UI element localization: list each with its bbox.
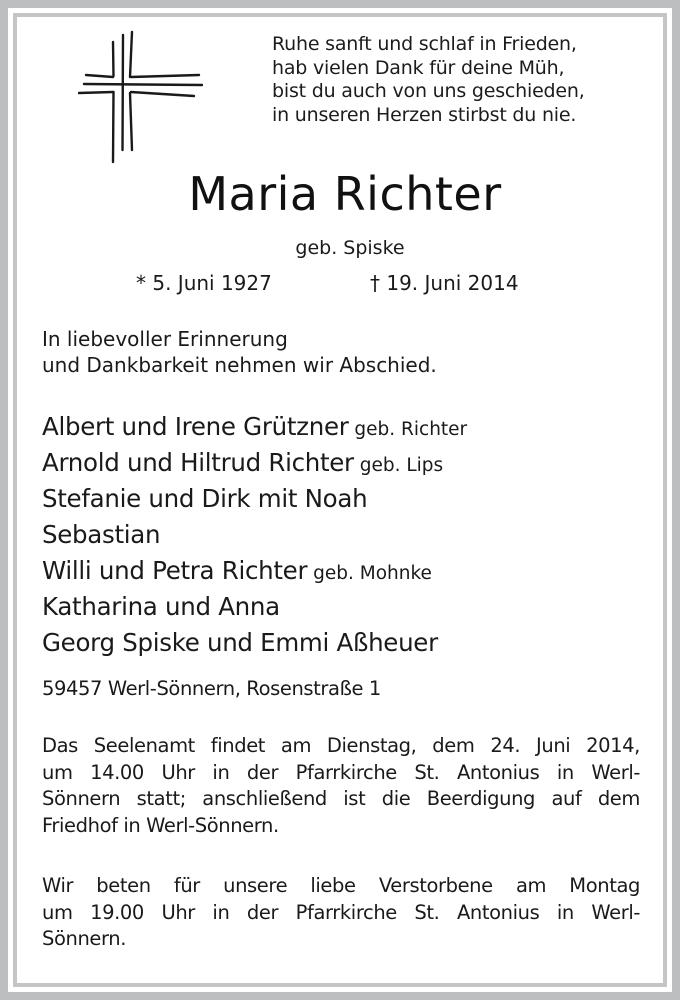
family-member-birth-name: geb. Mohnke (307, 563, 432, 584)
poem (272, 33, 585, 127)
family-member (42, 482, 467, 518)
cross-icon (78, 30, 203, 166)
family-member (42, 446, 467, 482)
family-member-birth-name: geb. Richter (348, 419, 468, 440)
birth-date: * 5. Juni 1927 (136, 271, 272, 295)
poem-line: Ruhe sanft und schlaf in Frieden, (272, 33, 577, 55)
family-member (42, 410, 467, 446)
address: 59457 Werl-Sönnern, Rosenstraße 1 (42, 677, 381, 700)
family-member-name: Sebastian (42, 520, 161, 549)
poem-line: bist du auch von uns geschieden, (272, 80, 585, 102)
prayer-line: Sönnern. (42, 927, 127, 950)
intro-text (42, 326, 437, 378)
family-member-name: Arnold und Hiltrud Richter (42, 448, 354, 477)
prayer-line: um 19.00 Uhr in der Pfarrkirche St. Antonius in Werl- (42, 900, 640, 924)
service-line: Sönnern statt; anschließend ist die Beerdigung auf dem (42, 787, 640, 810)
family-list (42, 410, 467, 662)
family-member-name: Katharina und Anna (42, 592, 280, 621)
prayer-announcement (42, 873, 640, 953)
family-member (42, 590, 467, 626)
family-member-name: Stefanie und Dirk mit Noah (42, 484, 368, 513)
family-member (42, 626, 467, 662)
birth-name: geb. Spiske (295, 237, 405, 259)
family-member-birth-name: geb. Lips (353, 455, 444, 476)
family-member (42, 554, 467, 590)
family-member (42, 518, 467, 554)
intro-line: und Dankbarkeit nehmen wir Abschied. (42, 353, 437, 377)
poem-line: hab vielen Dank für deine Müh, (272, 56, 565, 79)
family-member-name: Albert und Irene Grützner (42, 412, 349, 441)
service-line: um 14.00 Uhr in der Pfarrkirche St. Antonius in Werl- (42, 760, 640, 784)
family-member-name: Willi und Petra Richter (42, 556, 308, 585)
poem-line: in unseren Herzen stirbst du nie. (272, 103, 577, 126)
prayer-line: Wir beten für unsere liebe Verstorbene am Montag (42, 874, 640, 897)
service-announcement (42, 733, 640, 839)
deceased-name: Maria Richter (188, 167, 502, 221)
service-line: Das Seelenamt findet am Dienstag, dem 24. Juni 2014, (42, 734, 640, 757)
intro-line: In liebevoller Erinnerung (42, 327, 288, 351)
family-member-name: Georg Spiske und Emmi Aßheuer (42, 628, 438, 657)
service-line: Friedhof in Werl-Sönnern. (42, 813, 279, 837)
death-date: † 19. Juni 2014 (370, 271, 519, 295)
